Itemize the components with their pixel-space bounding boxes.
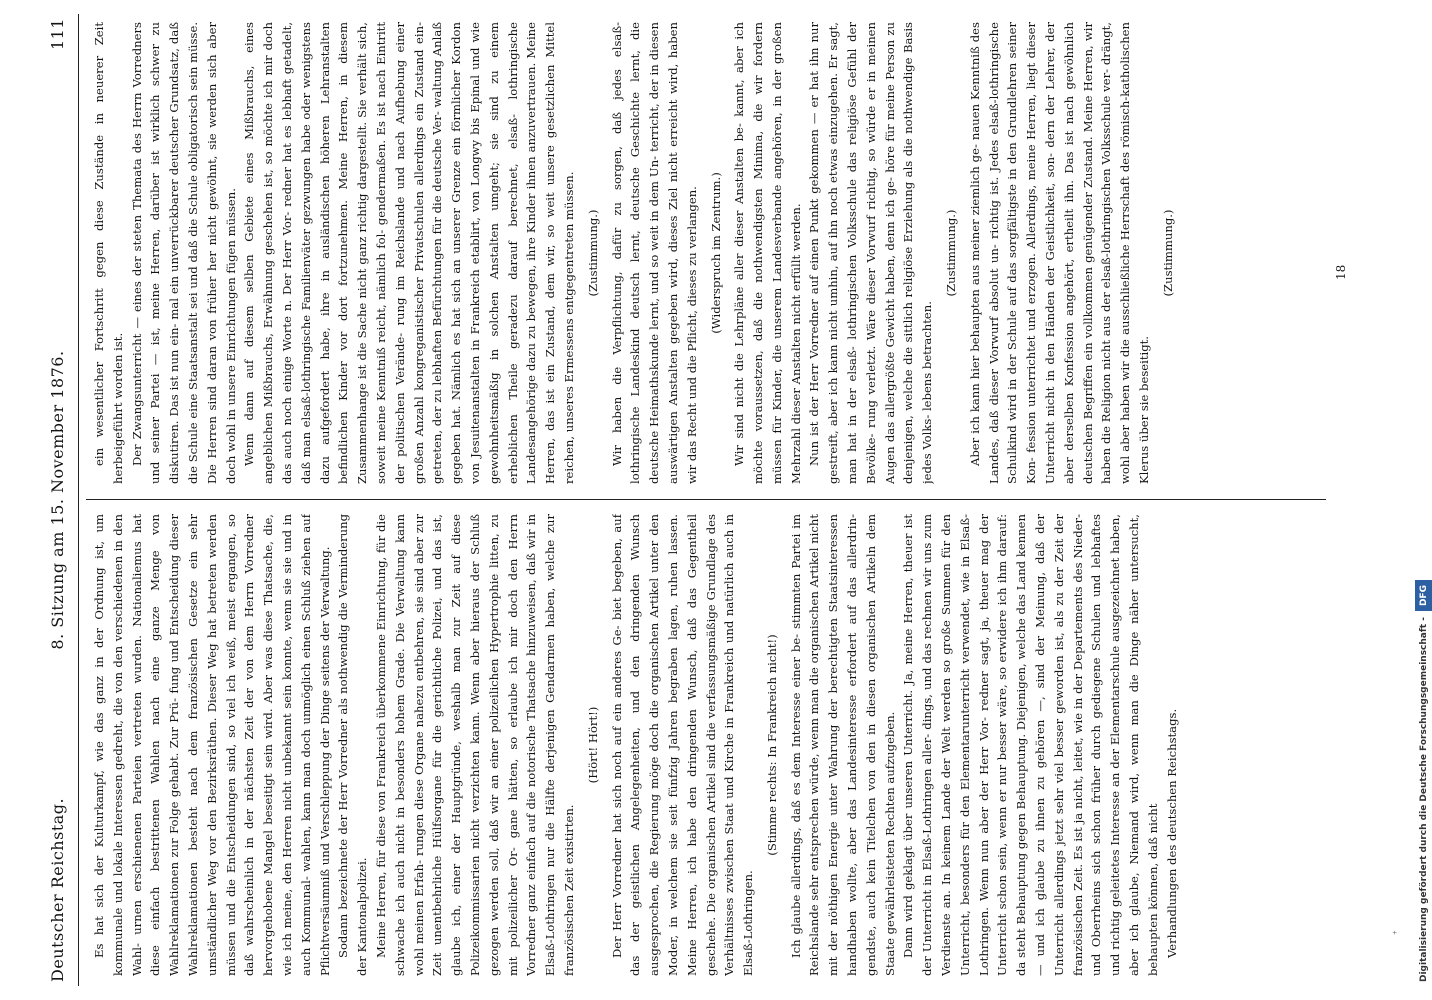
signature-folio: 18 [1334, 264, 1348, 280]
paragraph: Nun ist der Herr Vorredner auf einen Punkt gekommen — er hat ihn nur gestreift, aber ich kann nicht umhin, auf ihn noch etwas einzugehen. Er sagt, man hat in der elsaß- lothringischen Volksschule das religiöse Gefühl der Bevölke- rung verletzt. Wäre dieser Vorwurf richtig, so würde er in meinen Augen das allergrößte Gewicht haben, denn ich ge- höre für meine Person zu denjenigen, welche die sittlich religiöse Erziehung als die nothwendige Basis jedes Volks- lebens betrachten. [807, 22, 935, 484]
paragraph: Der Zwangsunterricht — eines der steten Themata des Herrn Vorredners und seiner Partei — ist, meine Herren, darüber ist wirklich schwer zu diskutiren. Das ist nun ein- mal ein unverrückbarer deutscher Grundsatz, daß die Schule eine Staatsanstalt sei und daß die Schule obligatorisch sein müsse. Die Herren sind daran von früher her nicht gewöhnt, sie werden sich aber doch wohl in unsere Einrichtungen fügen müssen. [129, 22, 238, 484]
interjection: (Widerspruch im Zentrum.) [708, 172, 723, 334]
paragraph: Wir haben die Verpflichtung, dafür zu sorgen, daß jedes elsaß-lothringische Landeskind deutsch lernt, deutsche Geschichte lernt, die deutsche Heimathskunde lernt, und so weit in dem Un- terricht, der in diesen auswärtigen Anstalten gegeben wird, dieses Ziel nicht erreicht wird, haben wir das Recht und die Pflicht, dieses zu verlangen. [609, 22, 699, 484]
interjection: (Hört! Hört!) [585, 706, 600, 784]
paragraph: Aber ich kann hier behaupten aus meiner ziemlich ge- nauen Kenntniß des Landes, daß dieser Vorwurf absolut un- richtig ist. Jedes elsaß-lothringische Schulkind wird in der Schule auf das sorgfältigste in den Grundlehren seiner Kon- fession unterrichtet und erzogen. Allerdings, meine Herren, liegt dieser Unterricht nicht in den Händen der Geistlichkeit, son- dern der Lehrer, der aber derselben Konfession angehört, ertheilt ihn. Das ist nach gewöhnlich deutschen Begriffen ein vollkommen genügender Zustand. Meine Herren, wir haben die Religion nicht aus der elsaß-lothringischen Volksschule ver- drängt, wohl aber haben wir die ausschließliche Herrschaft des römisch-katholischen Klerus über sie beseitigt. [967, 22, 1152, 484]
interjection: (Zustimmung.) [585, 209, 600, 297]
rotated-page-content [16, 0, 1416, 1000]
paragraph: Meine Herren, für diese von Frankreich überkommene Einrichtung, für die schwache ich auch nicht in besonders hohem Grade. Die Verwaltung kann wohl meinen Erfah- rungen diese Organe nahezu entbehren, sie sind aber zur Zeit unentbehrliche Hülfsorgane für die gerichtliche Polizei, und das ist, glaube ich, einer der Hauptgründe, weshalb man zur Zeit auf diese Polizeikommissarien nicht verzichten kann. Wenn aber hieraus der Schluß gezogen werden soll, daß wir an einer polizeilichen Hypertrophie litten, zu mit polizeilicher Or- gane hätten, so erlaube ich mir doch den Herrn Vorredner ganz einfach auf die notorische Thatsache hinzuweisen, daß wir in Elsaß-Lothringen nur die Hälfte derjenigen Gendarmen haben, welche zur französischen Zeit existirten. [373, 514, 576, 976]
interjection: (Zustimmung.) [944, 209, 959, 297]
header-session: 8. Sitzung am 15. November 1876. [48, 350, 67, 650]
paragraph: Der Herr Vorredner hat sich noch auf ein anderes Ge- biet begeben, auf das der geistlichen Angelegenheiten, und den dringenden Wunsch ausgesprochen, die Regierung möge doch die organischen Artikel unter den Moder, in welchem sie seit fünfzig Jahren begraben lagen, ruhen lassen. Meine Herren, ich habe den dringenden Wunsch, daß das Gegentheil geschehe. Die organischen Artikel sind die verfassungsmäßige Grundlage des Verhältnisses zwischen Staat und Kirche in Frankreich und natürlich auch in Elsaß-Lothringen. [609, 514, 756, 976]
interjection: (Stimme rechts: In Frankreich nicht!) [764, 634, 779, 856]
dfg-logo: DFG [1415, 580, 1432, 611]
right-text-column [90, 22, 1350, 484]
running-header [44, 18, 74, 982]
paragraph: Es hat sich der Kulturkampf, wie das ganz in der Ordnung ist, um kommunale und lokale Interessen gedreht, die von den verschiedenen in den Wahl- urnen erschienenen Parteien vertreten wurden. Nationaliemus hat diese einfach bestrittenen Wahlen nach eine ganze Menge von Wahlreklamationen zur Folge gehabt. Zur Prü- fung und Entscheidung dieser Wahlreklamationen besteht nach dem französischen Gesetze ein sehr umständlicher Weg vor den Bezirksräthen. Dieser Weg hat betreten werden müssen und die Entscheidungen sind, so viel ich weiß, meist ergangen, so daß wahrscheinlich in der nächsten Zeit der von dem Herrn Vorredner hervorgehobene Mangel beseitigt sein wird. Aber was diese Thatsache, die, wie ich meine, den Herren nicht unbekannt sein konnte, wenn sie sie und in auch Kommunal- wahlen, kann man doch unmöglich einen Schluß ziehen auf Pflichtversäumniß und Verschleppung der Dinge seitens der Verwaltung. [92, 514, 332, 976]
left-text-column [90, 514, 1350, 976]
interjection: (Zustimmung.) [1160, 209, 1175, 297]
funding-notice-text: Digitalisierung gefördert durch die Deutsche Forschungsgemeinschaft - [1419, 617, 1429, 982]
paragraph: Wenn dann auf diesem selben Gebiete eines Mißbrauchs, eines angeblichen Mißbrauchs, Erwähnung geschehen ist, so möchte ich mir doch das auch noch einige Worte n. Der Herr Vor- redner hat es lebhaft getadelt, daß man elsaß-lothringische Familienväter gezwungen habe oder wenigstens dazu aufgefordert habe, ihre in ausländischen höheren Lehranstalten befindlichen Kinder vor dort fortzunehmen. Meine Herren, in diesem Zusammenhange ist die Sache nicht ganz richtig dargestellt. Sie verhält sich, soweit meine Kenntniß reicht, nämlich fol- gendermaßen. Es ist nach Eintritt der politischen Verände- rung im Reichslande und nach Aufhebung einer großen Anzahl kongreganistischer Privatschulen allerdings ein Zustand ein- getreten, der zu lebhaften Befürchtungen für die deutsche Ver- waltung Anlaß gegeben hat. Nämlich es hat sich an unserer Grenze ein förmlicher Kordon von Jesuitenanstalten in Frankreich etablirt, von Longwy bis Epinal und wie gewohnheitsmäßig in solchen Anstalten umgeht; sie sind zu einem erheblichen Theile geradezu darauf berechnet, elsaß- lothringische Landesangehörige dazu zu bewegen, ihre Kinder ihnen anzuvertrauen. Meine Herren, das ist ein Zustand, dem wir, so weit unsere gesetzlichen Mittel reichen, unseres Ermessens entgegentreten müssen. [242, 22, 576, 484]
paragraph: Ich glaube allerdings, daß es dem Interesse einer be- stimmten Partei im Reichslande sehr entsprechen würde, wenn man die organischen Artikel nicht mit der nöthigen Energie unter Wahrung der berechtigten Staatsinteressen handhaben wollte, aber das Landesinteresse erfordert auf das allerdrin- gendste, auch kein Titelchen von den in diesen organischen Artikeln dem Staate gewährleisteten Rechten aufzugeben. [788, 514, 897, 976]
header-publication: Deutscher Reichstag. [48, 797, 67, 982]
paragraph: ein wesentlicher Fortschritt gegen diese Zustände in neuerer Zeit herbeigeführt worden ist. [92, 22, 125, 484]
header-page-number: 111 [48, 18, 67, 51]
funding-notice [1415, 22, 1432, 982]
paragraph: Verhandlungen des deutschen Reichstags. [1164, 708, 1179, 958]
header-rule [78, 14, 79, 986]
crop-mark-icon: ⁺ [1392, 930, 1398, 941]
paragraph: Dann wird geklagt über unseren Unterricht. Ja, meine Herren, theuer ist der Unterricht in Elsaß-Lothringen aller- dings, und das rechnen wir uns zum Verdienste an. In keinem Lande der Welt werden so große Summen für den Unterricht, besonders für den Elementarunterricht verwendet, wie in Elsaß-Lothringen. Wenn nun aber der Herr Vor- redner sagt, ja, theuer mag der Unterricht schon sein, wenn er nur besser wäre, so erwidere ich ihm darauf: da steht Behauptung gegen Behauptung. Diejenigen, welche das Land kennen — und ich glaube zu ihnen zu gehören —, sind der Meinung, daß der Unterricht allerdings jetzt sehr viel besser geworden ist, als zu der Zeit der französischen Zeit. Es ist ja nicht, leitet, wie in der Departements des Nieder- und Oberrheins sich schon früher durch gediegene Schulen und lebhaftes und richtig geleitetes Interesse an der Elementarschule ausgezeichnet haben, aber ich glaube, Niemand wird, wenn man die Dinge näher untersucht, behaupten können, daß nicht [901, 514, 1160, 976]
column-divider [86, 499, 1326, 500]
paragraph: Sodann bezeichnete der Herr Vorredner als nothwendig die Verminderung der Kantonalpolizei. [336, 514, 370, 976]
paragraph: Wir sind nicht die Lehrpläne aller dieser Anstalten be- kannt, aber ich möchte voraussetzen, daß die nothwendigsten Minima, die wir fordern müssen für Kinder, die unserem Landesverbande angehören, in der großen Mehrzahl dieser Anstalten nicht erfüllt werden. [732, 22, 803, 484]
